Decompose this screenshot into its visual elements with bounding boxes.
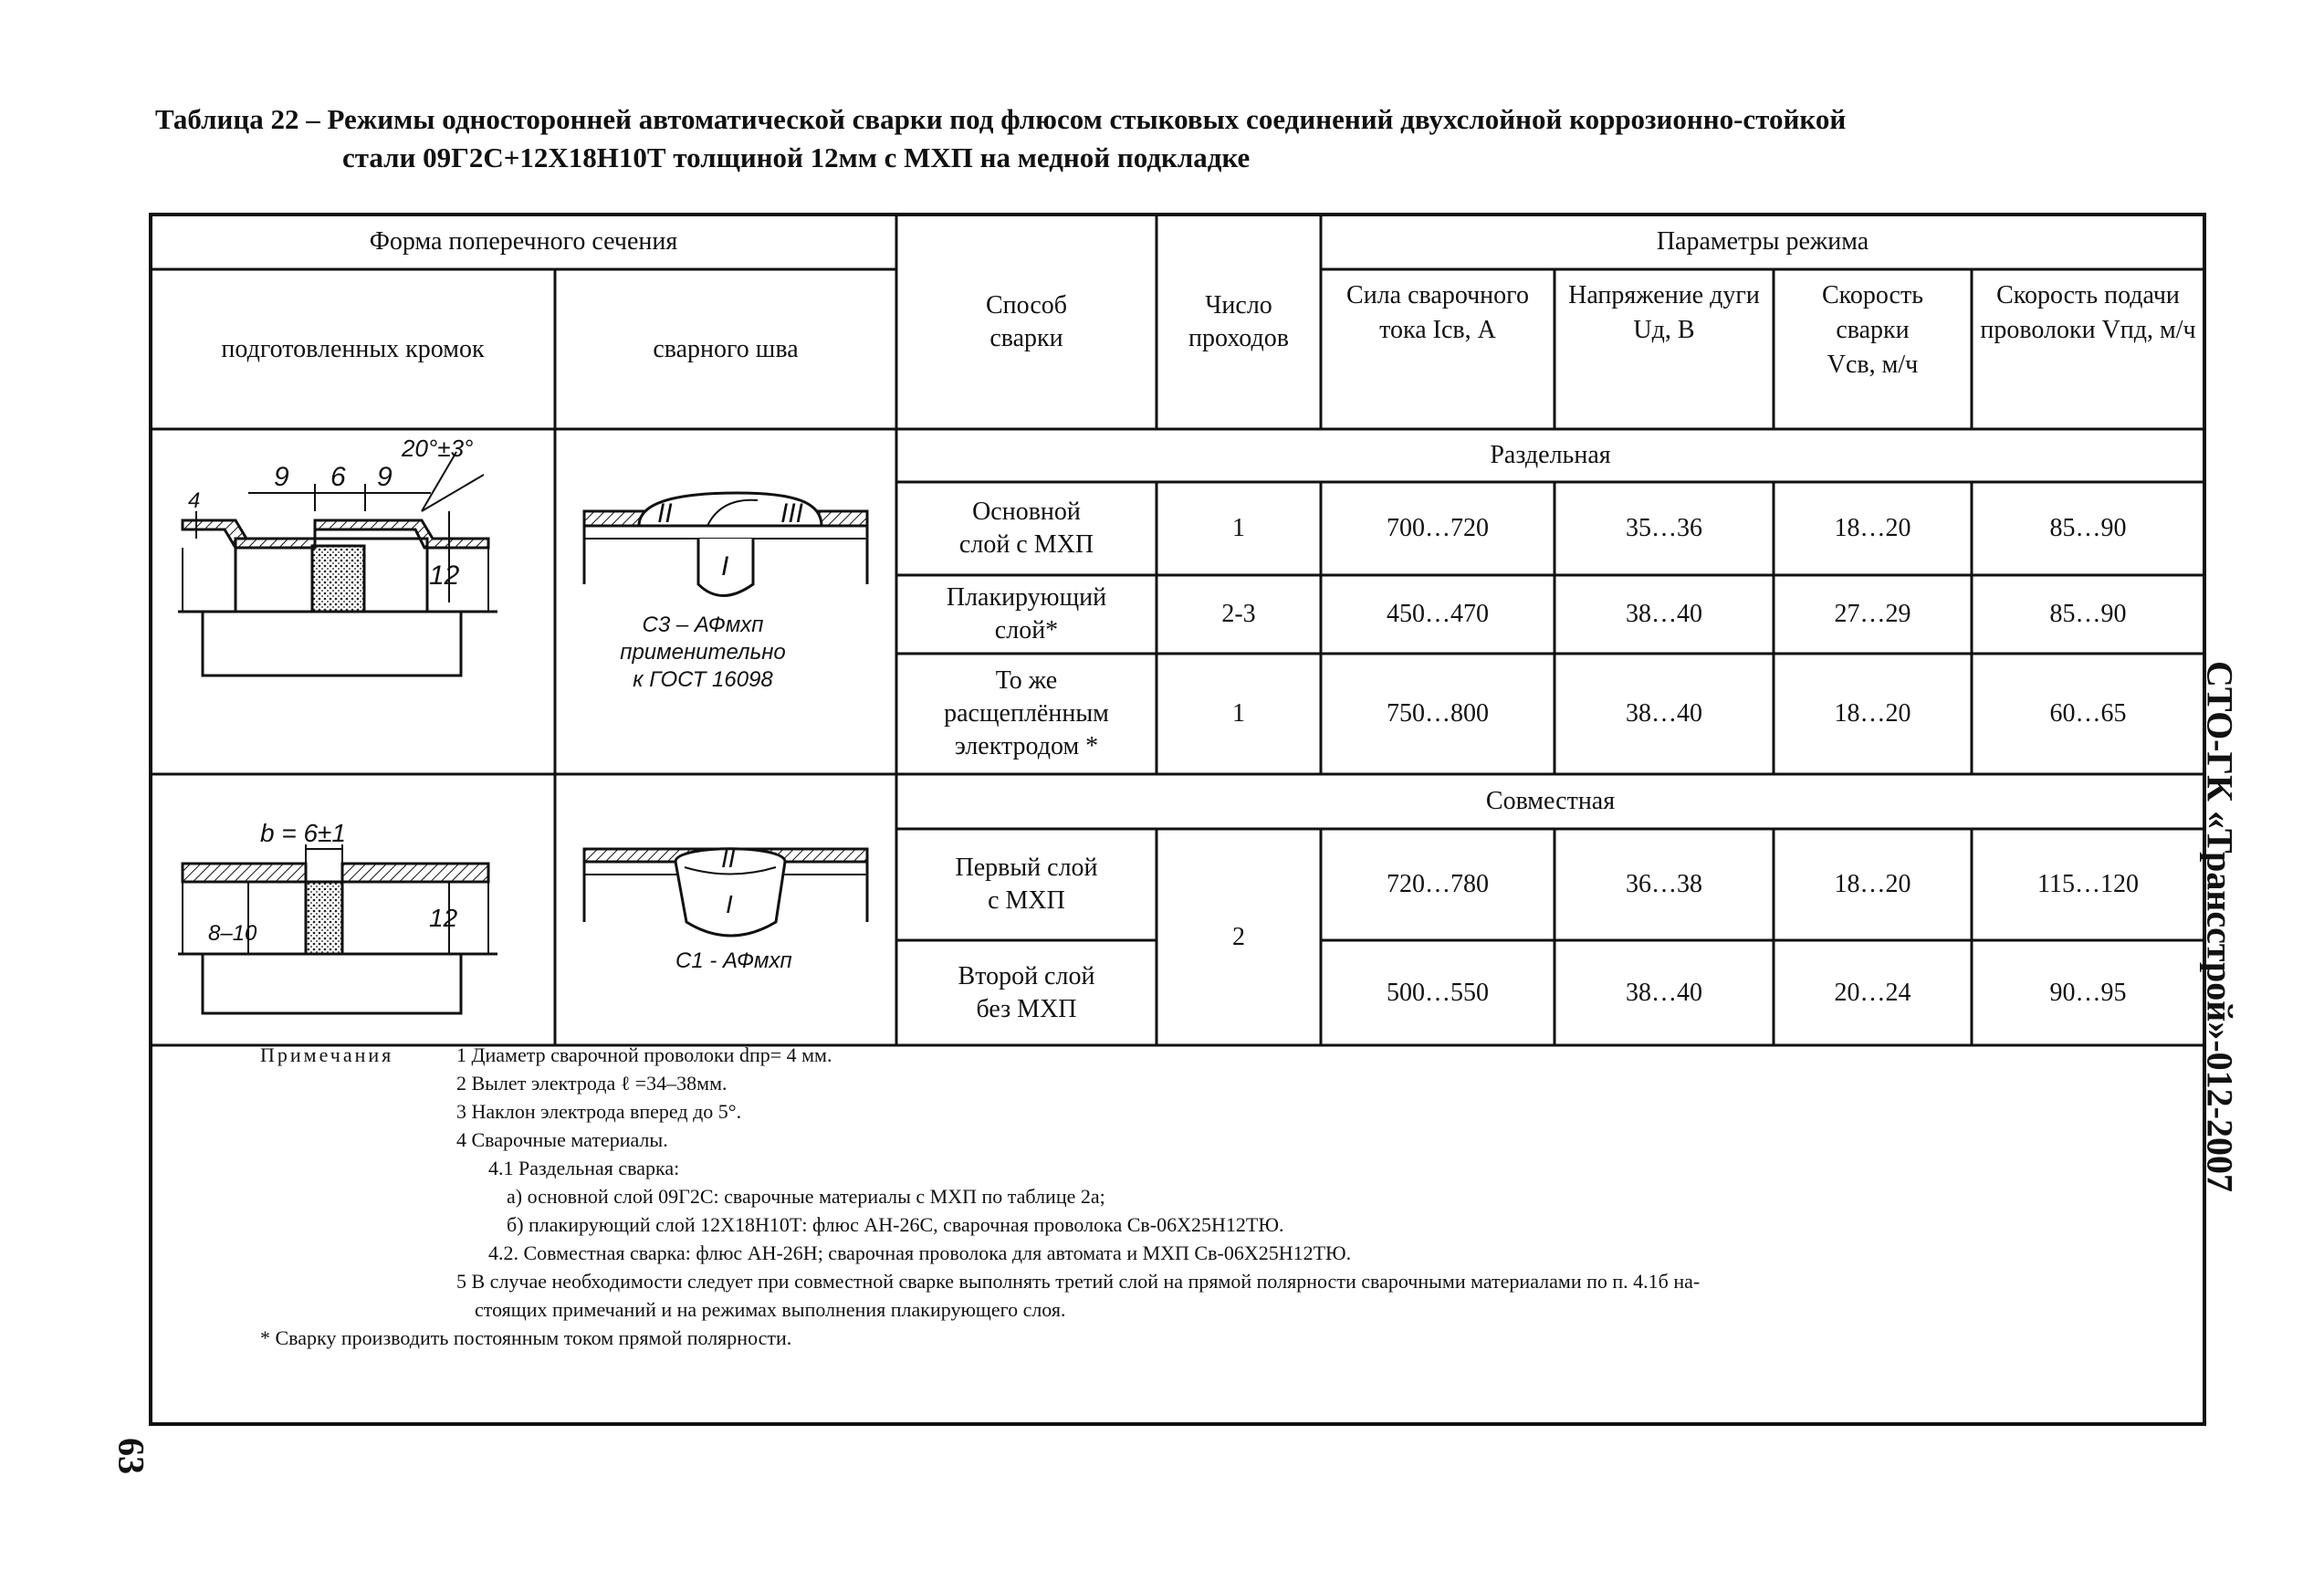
note-5b: стоящих примечаний и на режимах выполнения плакирующего слоя. xyxy=(475,1298,1066,1321)
weld-caption-1c: к ГОСТ 16098 xyxy=(633,667,773,692)
notes-label: Примечания xyxy=(260,1043,394,1066)
row4-current: 720…780 xyxy=(1387,870,1489,898)
weld-pass-2: II xyxy=(657,498,673,529)
weld2-pass-2: II xyxy=(721,844,736,873)
row5-voltage: 38…40 xyxy=(1626,978,1702,1007)
row1-current: 700…720 xyxy=(1387,514,1489,542)
header-speed: Скорость сварки Vсв, м/ч xyxy=(1822,281,1923,379)
row2-speed: 27…29 xyxy=(1834,600,1911,628)
dim-a: 9 xyxy=(274,462,289,492)
row1-speed: 18…20 xyxy=(1834,514,1911,542)
note-4-2: 4.2. Совместная сварка: флюс АН-26Н; сварочная проволока для автомата и МХП Св-06Х25Н12ТЮ. xyxy=(488,1242,1352,1264)
group2-passes: 2 xyxy=(1232,922,1245,951)
row5-feed: 90…95 xyxy=(2049,978,2127,1007)
header-current: Сила сварочного тока Iсв, А xyxy=(1346,281,1529,344)
dim-h2: 12 xyxy=(429,904,458,932)
header-feed: Скорость подачи проволоки Vпд, м/ч xyxy=(1980,281,2196,344)
dim-angle: 20°±3° xyxy=(402,435,474,462)
header-method: Способ сварки xyxy=(985,290,1068,352)
note-3: 3 Наклон электрода вперед до 5°. xyxy=(456,1100,742,1123)
row5-speed: 20…24 xyxy=(1834,978,1911,1007)
row3-feed: 60…65 xyxy=(2049,699,2127,728)
dim-gap: b = 6±1 xyxy=(260,819,346,847)
table-title-line2: стали 09Г2С+12Х18Н10Т толщиной 12мм с МХП на медной подкладке xyxy=(342,141,1251,173)
dim-h1: 8–10 xyxy=(208,921,257,946)
dim-c: 9 xyxy=(377,462,393,492)
note-star: * Сварку производить постоянным током прямой полярности. xyxy=(260,1326,792,1349)
row1-passes: 1 xyxy=(1232,514,1245,542)
row2-feed: 85…90 xyxy=(2049,600,2127,628)
row4-voltage: 36…38 xyxy=(1626,870,1702,898)
table-title-line1: Таблица 22 – Режимы односторонней автоматической сварки под флюсом стыковых соединений двухслойной коррозионно-стойкой xyxy=(155,103,1847,135)
row5-method: Второй слой без МХП xyxy=(958,961,1095,1023)
note-5a: 5 В случае необходимости следует при совместной сварке выполнять третий слой на прямой полярности сварочными материалами по п. 4.1б на- xyxy=(456,1270,1701,1293)
note-4-1: 4.1 Раздельная сварка: xyxy=(488,1157,680,1179)
weld-caption-2: С1 - АФмхп xyxy=(675,948,792,973)
weld-pass-3: III xyxy=(780,498,804,529)
group-label-combined: Совместная xyxy=(1485,787,1616,815)
group-label-separate: Раздельная xyxy=(1490,441,1611,469)
dim-h: 12 xyxy=(429,561,460,591)
dim-t: 4 xyxy=(188,488,201,513)
header-cross-section: Форма поперечного сечения xyxy=(369,227,678,256)
dim-b: 6 xyxy=(330,462,346,492)
row2-voltage: 38…40 xyxy=(1626,600,1702,628)
note-4-1-a: а) основной слой 09Г2С: сварочные материалы с МХП по таблице 2а; xyxy=(507,1185,1105,1208)
row2-passes: 2-3 xyxy=(1221,600,1256,628)
note-4: 4 Сварочные материалы. xyxy=(456,1128,668,1151)
row3-method: То же расщеплённым электродом * xyxy=(944,666,1109,760)
row1-feed: 85…90 xyxy=(2049,514,2127,542)
row3-passes: 1 xyxy=(1232,699,1245,728)
note-4-1-b: б) плакирующий слой 12Х18Н10Т: флюс АН-26С, сварочная проволока Св-06Х25Н12ТЮ. xyxy=(507,1213,1284,1236)
row1-voltage: 35…36 xyxy=(1626,514,1702,542)
header-voltage: Напряжение дуги Uд, В xyxy=(1568,281,1760,344)
weld-caption-1a: С3 – АФмхп xyxy=(642,613,764,637)
header-weld-seam: сварного шва xyxy=(653,334,799,363)
row5-current: 500…550 xyxy=(1387,978,1489,1007)
row2-method: Плакирующий слой* xyxy=(946,583,1107,644)
note-1: Примечания 1 Диаметр сварочной проволоки dпр= 4 мм. xyxy=(260,1041,2177,1069)
header-prepared-edges: подготовленных кромок xyxy=(221,334,485,363)
row4-feed: 115…120 xyxy=(2037,870,2139,898)
notes-block xyxy=(260,1041,2177,1352)
weld2-pass-1: I xyxy=(726,890,733,918)
header-passes: Число проходов xyxy=(1188,290,1289,352)
row2-current: 450…470 xyxy=(1387,600,1489,628)
row3-current: 750…800 xyxy=(1387,699,1489,728)
row1-method: Основной слой с МХП xyxy=(958,498,1094,559)
weld-pass-1: I xyxy=(721,551,729,581)
row3-voltage: 38…40 xyxy=(1626,699,1702,728)
header-params: Параметры режима xyxy=(1656,227,1869,256)
row3-speed: 18…20 xyxy=(1834,699,1911,728)
row4-method: Первый слой с МХП xyxy=(955,854,1098,915)
row4-speed: 18…20 xyxy=(1834,870,1911,898)
note-2: 2 Вылет электрода ℓ =34–38мм. xyxy=(456,1072,728,1095)
weld-caption-1b: применительно xyxy=(620,640,786,665)
